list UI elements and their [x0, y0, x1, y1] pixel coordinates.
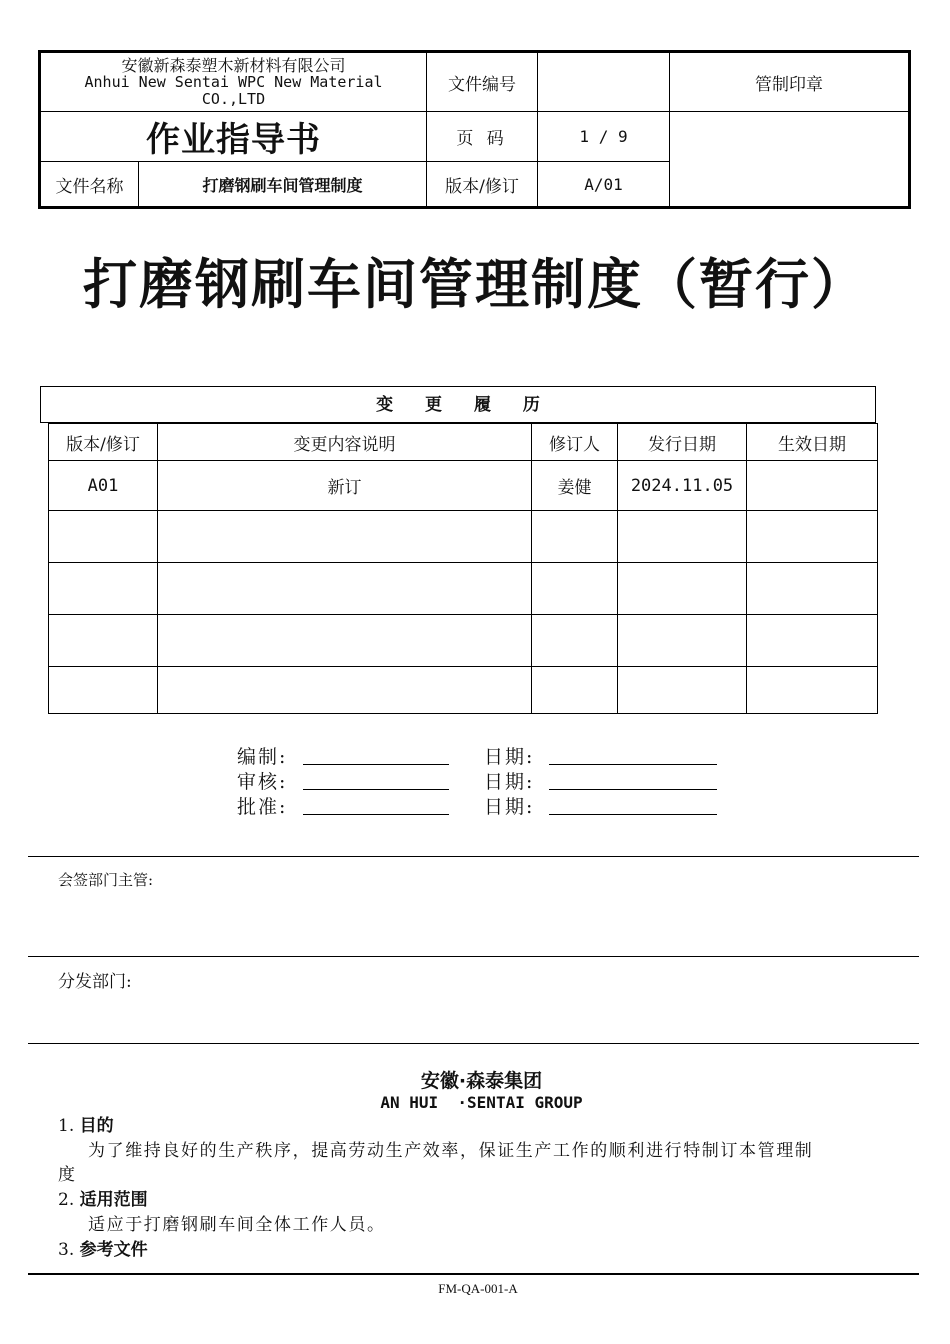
company-name-cn: 安徽新森泰塑木新材料有限公司: [121, 55, 346, 75]
main-title: 打磨钢刷车间管理制度（暂行）: [83, 253, 867, 316]
column-header: 变更内容说明: [158, 424, 532, 461]
divider: [28, 1043, 919, 1044]
table-cell: [49, 563, 158, 615]
column-header: 发行日期: [618, 424, 747, 461]
document-header-table: [38, 50, 911, 209]
table-header-row: [49, 424, 878, 461]
table-cell: [532, 563, 618, 615]
reviewed-signature-line[interactable]: [303, 789, 449, 790]
column-header: 版本/修订: [49, 424, 158, 461]
footer-divider: [28, 1273, 919, 1275]
countersign-label: 会签部门主管:: [58, 871, 154, 889]
table-cell: [747, 615, 878, 667]
company-name-en: Anhui New Sentai WPC New Material CO.,LTD: [84, 72, 383, 108]
table-cell: [158, 563, 532, 615]
table-row: [49, 667, 878, 714]
table-cell: [158, 667, 532, 714]
change-history-title: 变 更 履 历: [40, 386, 876, 423]
table-cell: [158, 511, 532, 563]
column-header: 修订人: [532, 424, 618, 461]
prepared-signature-line[interactable]: [303, 764, 449, 765]
approved-date-line[interactable]: [549, 814, 717, 815]
table-cell: [618, 615, 747, 667]
table-cell: [49, 511, 158, 563]
section-number: 1.: [58, 1116, 75, 1136]
section-number: 2.: [58, 1190, 75, 1210]
table-row: [49, 563, 878, 615]
table-cell: [618, 667, 747, 714]
page-label: 页 码: [427, 112, 538, 162]
approved-signature-line[interactable]: [303, 814, 449, 815]
table-cell: 2024.11.05: [618, 461, 747, 511]
doc-type: 作业指导书: [40, 112, 427, 162]
change-history-table: [48, 423, 878, 714]
table-cell: [747, 667, 878, 714]
table-cell: 新订: [158, 461, 532, 511]
file-name-label: 文件名称: [40, 162, 139, 208]
approved-date-label: 日期:: [484, 796, 535, 818]
seal-label: 管制印章: [670, 52, 910, 112]
section-number: 3.: [58, 1240, 75, 1260]
section-heading: [58, 1238, 148, 1263]
company-name-cell: [40, 52, 427, 112]
table-cell: [532, 615, 618, 667]
table-row: [49, 461, 878, 511]
doc-no-label: 文件编号: [427, 52, 538, 112]
section-text-wrap: 度: [58, 1165, 75, 1185]
table-cell: 姜健: [532, 461, 618, 511]
section-text: 为了维持良好的生产秩序，提高劳动生产效率，保证生产工作的顺利进行特制订本管理制: [88, 1141, 814, 1161]
footer-code: FM-QA-001-A: [438, 1281, 518, 1296]
section-heading: [58, 1114, 114, 1139]
table-cell: [49, 615, 158, 667]
table-row: [49, 615, 878, 667]
version-label: 版本/修订: [427, 162, 538, 208]
column-header: 生效日期: [747, 424, 878, 461]
prepared-date-label: 日期:: [484, 746, 535, 768]
reviewed-label: 审核:: [237, 771, 288, 793]
version-value: A/01: [538, 162, 670, 208]
group-name-en: AN HUI ·SENTAI GROUP: [380, 1093, 583, 1112]
table-cell: A01: [49, 461, 158, 511]
reviewed-date-label: 日期:: [484, 771, 535, 793]
file-name-value: 打磨钢刷车间管理制度: [139, 162, 427, 208]
table-cell: [747, 563, 878, 615]
table-cell: [618, 563, 747, 615]
seal-area: [670, 112, 910, 208]
group-name-cn: 安徽·森泰集团: [420, 1070, 543, 1092]
section-title: 目的: [79, 1116, 114, 1136]
table-cell: [618, 511, 747, 563]
table-cell: [747, 511, 878, 563]
reviewed-date-line[interactable]: [549, 789, 717, 790]
section-title: 适用范围: [79, 1190, 148, 1210]
prepared-date-line[interactable]: [549, 764, 717, 765]
table-cell: [532, 511, 618, 563]
table-cell: [532, 667, 618, 714]
approved-label: 批准:: [237, 796, 288, 818]
doc-no-value: [538, 52, 670, 112]
divider: [28, 956, 919, 957]
distribution-label: 分发部门:: [58, 972, 132, 992]
section-title: 参考文件: [79, 1240, 148, 1260]
table-row: [49, 511, 878, 563]
table-cell: [49, 667, 158, 714]
divider: [28, 856, 919, 857]
section-heading: [58, 1188, 148, 1213]
prepared-label: 编制:: [237, 746, 288, 768]
table-cell: [158, 615, 532, 667]
page-value: 1 / 9: [538, 112, 670, 162]
table-cell: [747, 461, 878, 511]
section-text: 适应于打磨钢刷车间全体工作人员。: [88, 1215, 386, 1235]
